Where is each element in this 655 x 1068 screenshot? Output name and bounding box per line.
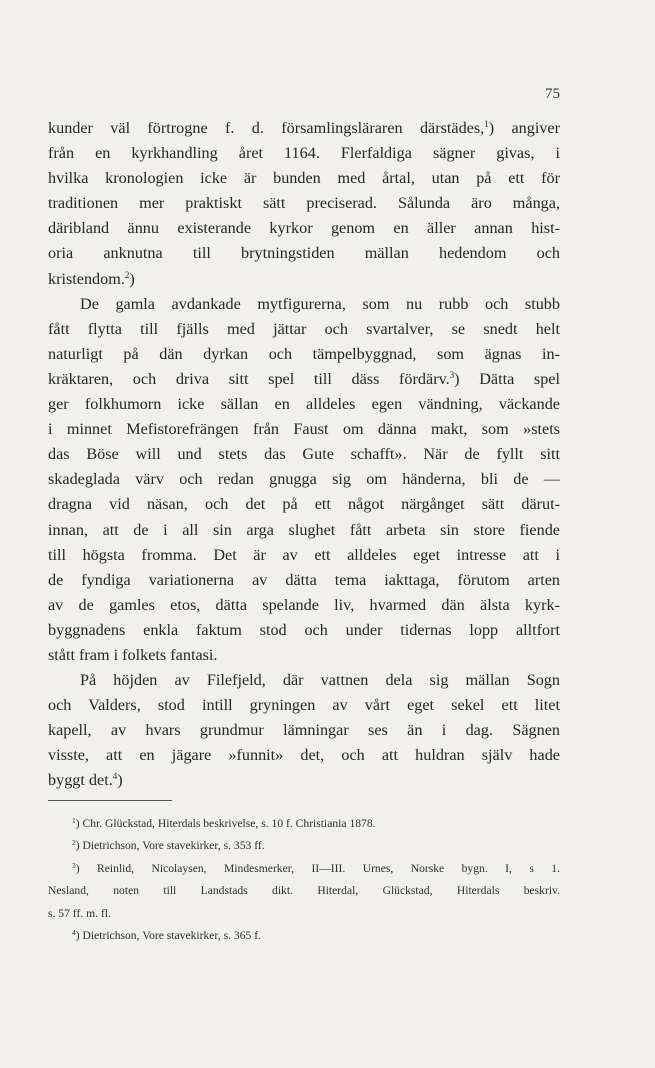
text-line: och Valders, stod intill gryningen av vårt eget sekel ett litet (48, 696, 560, 715)
text-line: traditionen mer praktiskt sätt preciserad. Sålunda äro många, (48, 194, 560, 213)
paragraph (48, 292, 560, 668)
footnote: $^3$) Reinlid, Nicolaysen, Mindesmerker, II—III. Urnes, Norske bygn. I, s 1. (72, 860, 560, 875)
footnote-continuation: s. 57 ff. m. fl. (48, 906, 111, 920)
text-line: i minnet Mefistorefrängen från Faust om dänna makt, som »stets (48, 420, 560, 439)
text-line: byggt det.$^4$) (48, 771, 123, 790)
text-line: till högsta fromma. Det är av ett alldeles eget intresse att i (48, 545, 560, 564)
footnotes (48, 813, 560, 947)
footnote: $^4$) Dietrichson, Vore stavekirker, s. 365 f. (72, 927, 261, 942)
footnote-continuation: Nesland, noten till Landstads dikt. Hiterdal, Glückstad, Hiterdals beskriv. (48, 884, 560, 898)
text-line: kristendom.$^2$) (48, 269, 135, 288)
text-line: das Böse will und stets das Gute schafft». När de fyllt sitt (48, 445, 560, 464)
page-number: 75 (545, 86, 560, 102)
text-line: kräktaren, och driva sitt spel till däss fördärv.$^3$) Dätta spel (48, 369, 560, 388)
text-line: kapell, av hvars grundmur lämningar ses än i dag. Sägnen (48, 721, 560, 740)
footnote: $^1$) Chr. Glückstad, Hiterdals beskrivelse, s. 10 f. Christiania 1878. (72, 816, 376, 830)
text-line: stått fram i folkets fantasi. (48, 645, 218, 664)
text-line: däribland ännu existerande kyrkor genom en äller annan hist- (48, 219, 560, 238)
paragraph (48, 668, 560, 793)
text-line: de fyndiga variationerna av dätta tema iakttaga, förutom arten (48, 570, 560, 589)
text-line: av de gamles etos, dätta spelande liv, hvarmed dän älsta kyrk- (48, 595, 560, 614)
footnote-ref: 2 (124, 269, 130, 280)
text-line: naturligt på dän dyrkan och tämpelbyggnad, som ägnas in- (48, 344, 560, 363)
text-line: På höjden av Filefjeld, där vattnen dela sig mällan Sogn (80, 671, 560, 690)
text-line: De gamla avdankade mytfigurerna, som nu rubb och stubb (80, 294, 560, 313)
text-line: byggnadens enkla faktum stod och under tidernas lopp alltfort (48, 620, 560, 639)
footnote-ref: 4 (112, 771, 118, 782)
footnote-divider (48, 800, 172, 801)
body-text (48, 116, 560, 794)
text-line: dragna vid näsan, och det på ett något närgånget sätt därut- (48, 495, 560, 514)
text-line: ger folkhumorn icke sällan en alldeles egen vändning, väckande (48, 395, 560, 414)
footnote-ref: 3 (449, 369, 455, 380)
text-line: skadeglada värv och redan gnugga sig om händerna, bli de — (48, 470, 560, 489)
text-line: visste, att en jägare »funnit» det, och att huldran själv hade (48, 746, 560, 765)
footnote-ref: 1 (484, 119, 489, 129)
paragraph (48, 116, 560, 292)
text-line: hvilka kronologien icke är bunden med årtal, utan på ett för (48, 169, 560, 188)
text-line: innan, att de i all sin arga slughet fått arbeta sin store fiende (48, 520, 560, 539)
text-line: från en kyrkhandling året 1164. Flerfaldiga sägner givas, i (48, 144, 560, 163)
text-line: kunder väl förtrogne f. d. församlingsläraren därstädes,$^1$) angiver (48, 119, 560, 137)
footnote: $^2$) Dietrichson, Vore stavekirker, s. 353 ff. (72, 838, 265, 853)
text-line: oria anknutna till brytningstiden mällan hedendom och (48, 244, 560, 263)
text-line: fått flytta till fjälls med jättar och svartalver, se snedt helt (48, 319, 560, 338)
